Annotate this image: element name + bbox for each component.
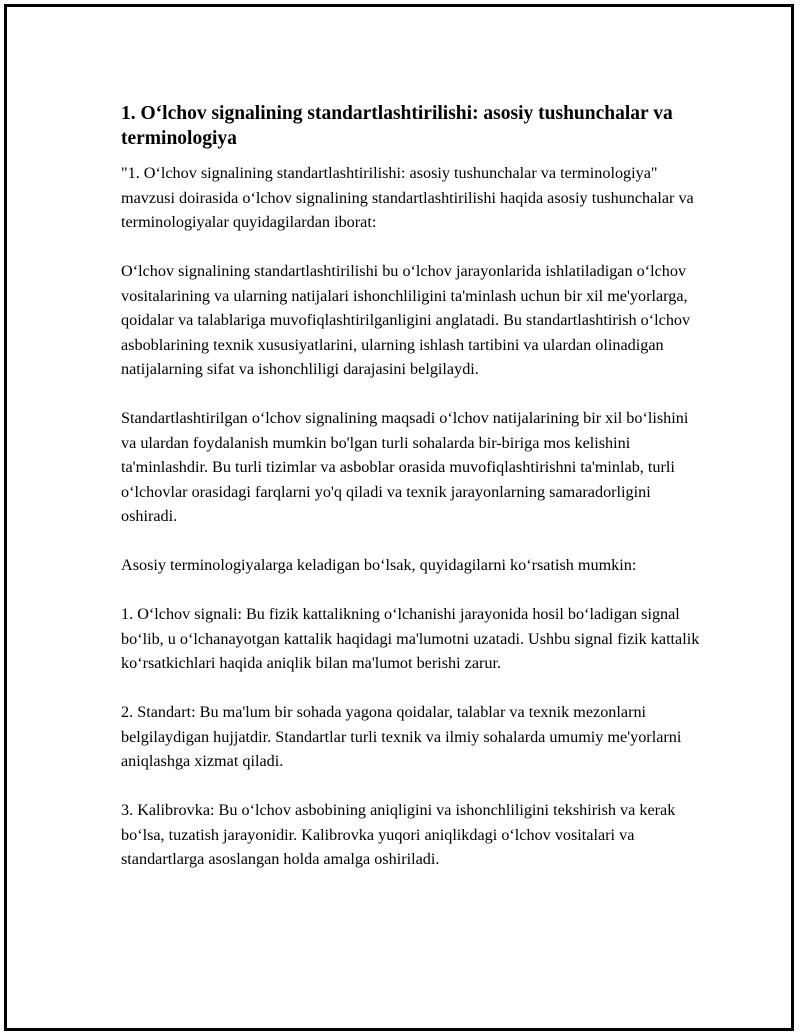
page-frame [4, 4, 794, 1031]
paragraph-definition: Oʻlchov signalining standartlashtirilishi bu oʻlchov jarayonlarida ishlatiladigan oʻlchov vositalarining va ularning natijalari ishonchliligini ta'minlash uchun bir xil me'yorlarga, qoidalar va talablariga muvofiqlashtirilganligini anglatadi. Bu standartlashtirish oʻlchov asboblarining texnik xususiyatlarini, ularning ishlash tartibini va ulardan olinadigan natijalarning sifat va ishonchliligi darajasini belgilaydi. [121, 262, 691, 378]
document-title: 1. Oʻlchov signalining standartlashtirilishi: asosiy tushunchalar va terminologiya [121, 103, 673, 149]
document-body [121, 101, 701, 896]
list-item-measurement-signal: 1. Oʻlchov signali: Bu fizik kattalikning oʻlchanishi jarayonida hosil boʻladigan signal boʻlib, u oʻlchanayotgan kattalik haqidagi ma'lumotni uzatadi. Ushbu signal fizik kattalik koʻrsatkichlari haqida aniqlik bilan ma'lumot berishi zarur. [121, 605, 700, 672]
paragraph-terminology-intro: Asosiy terminologiyalarga keladigan boʻlsak, quyidagilarni koʻrsatish mumkin: [121, 556, 637, 574]
paragraph-intro: "1. Oʻlchov signalining standartlashtirilishi: asosiy tushunchalar va terminologiya" mavzusi doirasida oʻlchov signalining standartlashtirilishi haqida asosiy tushunchalar va terminologiyalar quyidagilardan iborat: [121, 164, 694, 231]
list-item-calibration: 3. Kalibrovka: Bu oʻlchov asbobining aniqligini va ishonchliligini tekshirish va kerak boʻlsa, tuzatish jarayonidir. Kalibrovka yuqori aniqlikdagi oʻlchov vositalari va standartlarga asoslangan holda amalga oshiriladi. [121, 801, 676, 868]
list-item-standard: 2. Standart: Bu ma'lum bir sohada yagona qoidalar, talablar va texnik mezonlarni belgilaydigan hujjatdir. Standartlar turli texnik va ilmiy sohalarda umumiy me'yorlarni aniqlashga xizmat qiladi. [121, 703, 682, 770]
paragraph-purpose: Standartlashtirilgan oʻlchov signalining maqsadi oʻlchov natijalarining bir xil boʻlishini va ulardan foydalanish mumkin bo'lgan turli sohalarda bir-biriga mos kelishini ta'minlashdir. Bu turli tizimlar va asboblar orasida muvofiqlashtirishni ta'minlab, turli oʻlchovlar orasidagi farqlarni yo'q qiladi va texnik jarayonlarning samaradorligini oshiradi. [121, 409, 689, 525]
